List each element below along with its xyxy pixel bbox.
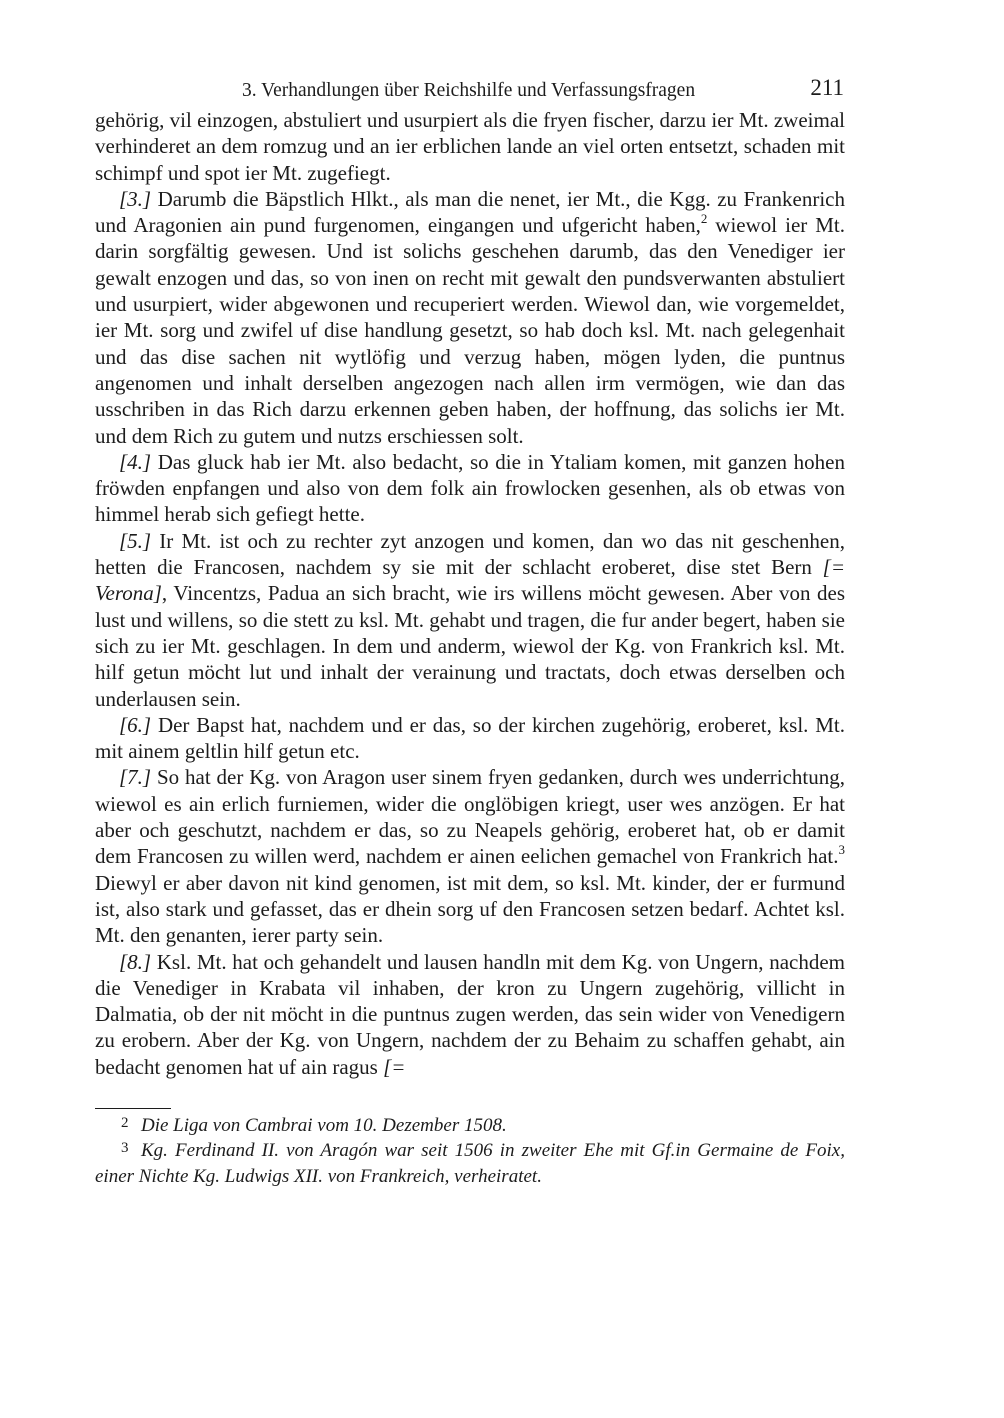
paragraph-5 (95, 528, 845, 712)
paragraph-text: Diewyl er aber davon nit kind genomen, ist mit dem, so ksl. Mt. kinder, der er furmund ist, also stark und gefasset, das er dhein sorg uf den Francosen setzen bedarf. Achtet ksl. Mt. den genanten, ierer party sein. (95, 870, 845, 948)
paragraph-4 (95, 449, 845, 528)
footnote-2 (95, 1114, 845, 1140)
page-number: 211 (810, 75, 844, 100)
paragraph-text: Ksl. Mt. hat och gehandelt und lausen handln mit dem Kg. von Ungern, nachdem die Venediger in Krabata vil inhaben, der kron zu Ungern zugehörig, villicht in Dalmatia, ob der nit möcht in die puntnus zugen werden, das sein wider von Venedigern zu erobern. Aber der Kg. von Ungern, nachdem der zu Behaim zu schaffen gehabt, ain bedacht genomen hat uf ain ragus (95, 949, 845, 1079)
section-number: [6.] (119, 712, 152, 737)
paragraph-text: , Vincentzs, Padua an sich bracht, wie irs willens möcht gewesen. Aber von des lust und willens, so die stett zu ksl. Mt. gehabt und tragen, die fur ander begert, haben sie sich zu ier Mt. geschlagen. In dem und anderm, wiewol der Kg. von Frankrich ksl. Mt. hilf getun möcht lut und inhalt der verainung und tractats, doch etwas derselben och underlausen sein. (95, 581, 845, 711)
section-number: [5.] (119, 528, 152, 553)
paragraph-text: gehörig, vil einzogen, abstuliert und usurpiert als die fryen fischer, darzu ier Mt. zweimal verhinderet an dem romzug und an ier erblichen lande an viel orten entsetzt, schaden mit schimpf und spot ier Mt. zugefiegt. (95, 108, 845, 185)
section-number: [4.] (119, 449, 152, 474)
footnote-number: 2 (121, 1114, 129, 1131)
section-number: [3.] (119, 186, 152, 211)
paragraph-text: So hat der Kg. von Aragon user sinem fryen gedanken, durch wes underrichtung, wiewol es ain erlich furniemen, wider die onglöbigen kriegt, user wes anzögen. Er hat aber och geschutzt, nachdem er das, so zu Neapels gehörig, eroberet hat, ob er damit dem Francosen zu willen werd, nachdem er ainen eelichen gemachel von Frankrich hat. (95, 765, 845, 869)
paragraph-3 (95, 186, 845, 449)
main-text (95, 107, 845, 1080)
footnote-divider (95, 1108, 171, 1109)
paragraph-6 (95, 712, 845, 765)
footnote-3 (95, 1139, 845, 1188)
paragraph-8 (95, 949, 845, 1080)
footnotes (95, 1114, 845, 1189)
paragraph-continued (95, 107, 845, 186)
document-page (95, 75, 845, 1188)
editorial-note: [= (383, 1054, 406, 1079)
footnote-number: 3 (121, 1140, 129, 1157)
footnote-text: Kg. Ferdinand II. von Aragón war seit 1506 in zweiter Ehe mit Gf.in Germaine de Foix, einer Nichte Kg. Ludwigs XII. von Frankreich, verheiratet. (95, 1140, 845, 1187)
paragraph-text: Das gluck hab ier Mt. also bedacht, so die in Ytaliam komen, mit ganzen hohen fröwden enpfangen und also von dem folk ain frowlocken gesenhen, als ob etwas von himmel herab sich gefiegt hette. (95, 449, 845, 527)
paragraph-text: Der Bapst hat, nachdem und er das, so der kirchen zugehörig, eroberet, ksl. Mt. mit ainem geltlin hilf getun etc. (95, 712, 845, 764)
paragraph-7 (95, 764, 845, 948)
footnote-text: Die Liga von Cambrai vom 10. Dezember 1508. (141, 1114, 507, 1136)
running-title: 3. Verhandlungen über Reichshilfe und Verfassungsfragen (242, 80, 696, 101)
footnote-ref[interactable]: 3 (838, 842, 845, 858)
paragraph-text: wiewol ier Mt. darin sorgfältig gewesen. Und ist solichs geschehen darumb, das den Venediger ier gewalt enzogen und das, so von inen on recht mit gewalt den pundsverwanten abstuliert und usurpiert, wider abgewonen und recuperiert werden. Wiewol dan, wie vorgemeldet, ier Mt. sorg und zwifel uf dise handlung gesetzt, so hab doch ksl. Mt. nach gelegenhait und das dise sachen nit wytlöfig und verzug haben, mögen lyden, die puntnus angenomen und inhalt derselben angezogen nach allen irm vermögen, wie dan das usschriben in das Rich darzu erkennen geben haben, der hoffnung, das solichs ier Mt. und dem Rich zu gutem und nutzs erschiessen solt. (95, 213, 846, 448)
section-number: [7.] (119, 765, 152, 790)
paragraph-text: Ir Mt. ist och zu rechter zyt anzogen und komen, dan wo das nit geschenhen, hetten die Francosen, nachdem sy sie mit der schlacht eroberet, dise stet Bern (95, 528, 845, 580)
section-number: [8.] (119, 949, 152, 974)
footnote-ref[interactable]: 2 (700, 211, 708, 227)
paragraph-text: Darumb die Bäpstlich Hlkt., als man die nenet, ier Mt., die Kgg. zu Frankenrich und Aragonien ain pund furgenomen, eingangen und ufgericht haben, (95, 186, 845, 238)
editorial-note: [= Verona] (95, 555, 845, 606)
running-header (95, 75, 845, 107)
